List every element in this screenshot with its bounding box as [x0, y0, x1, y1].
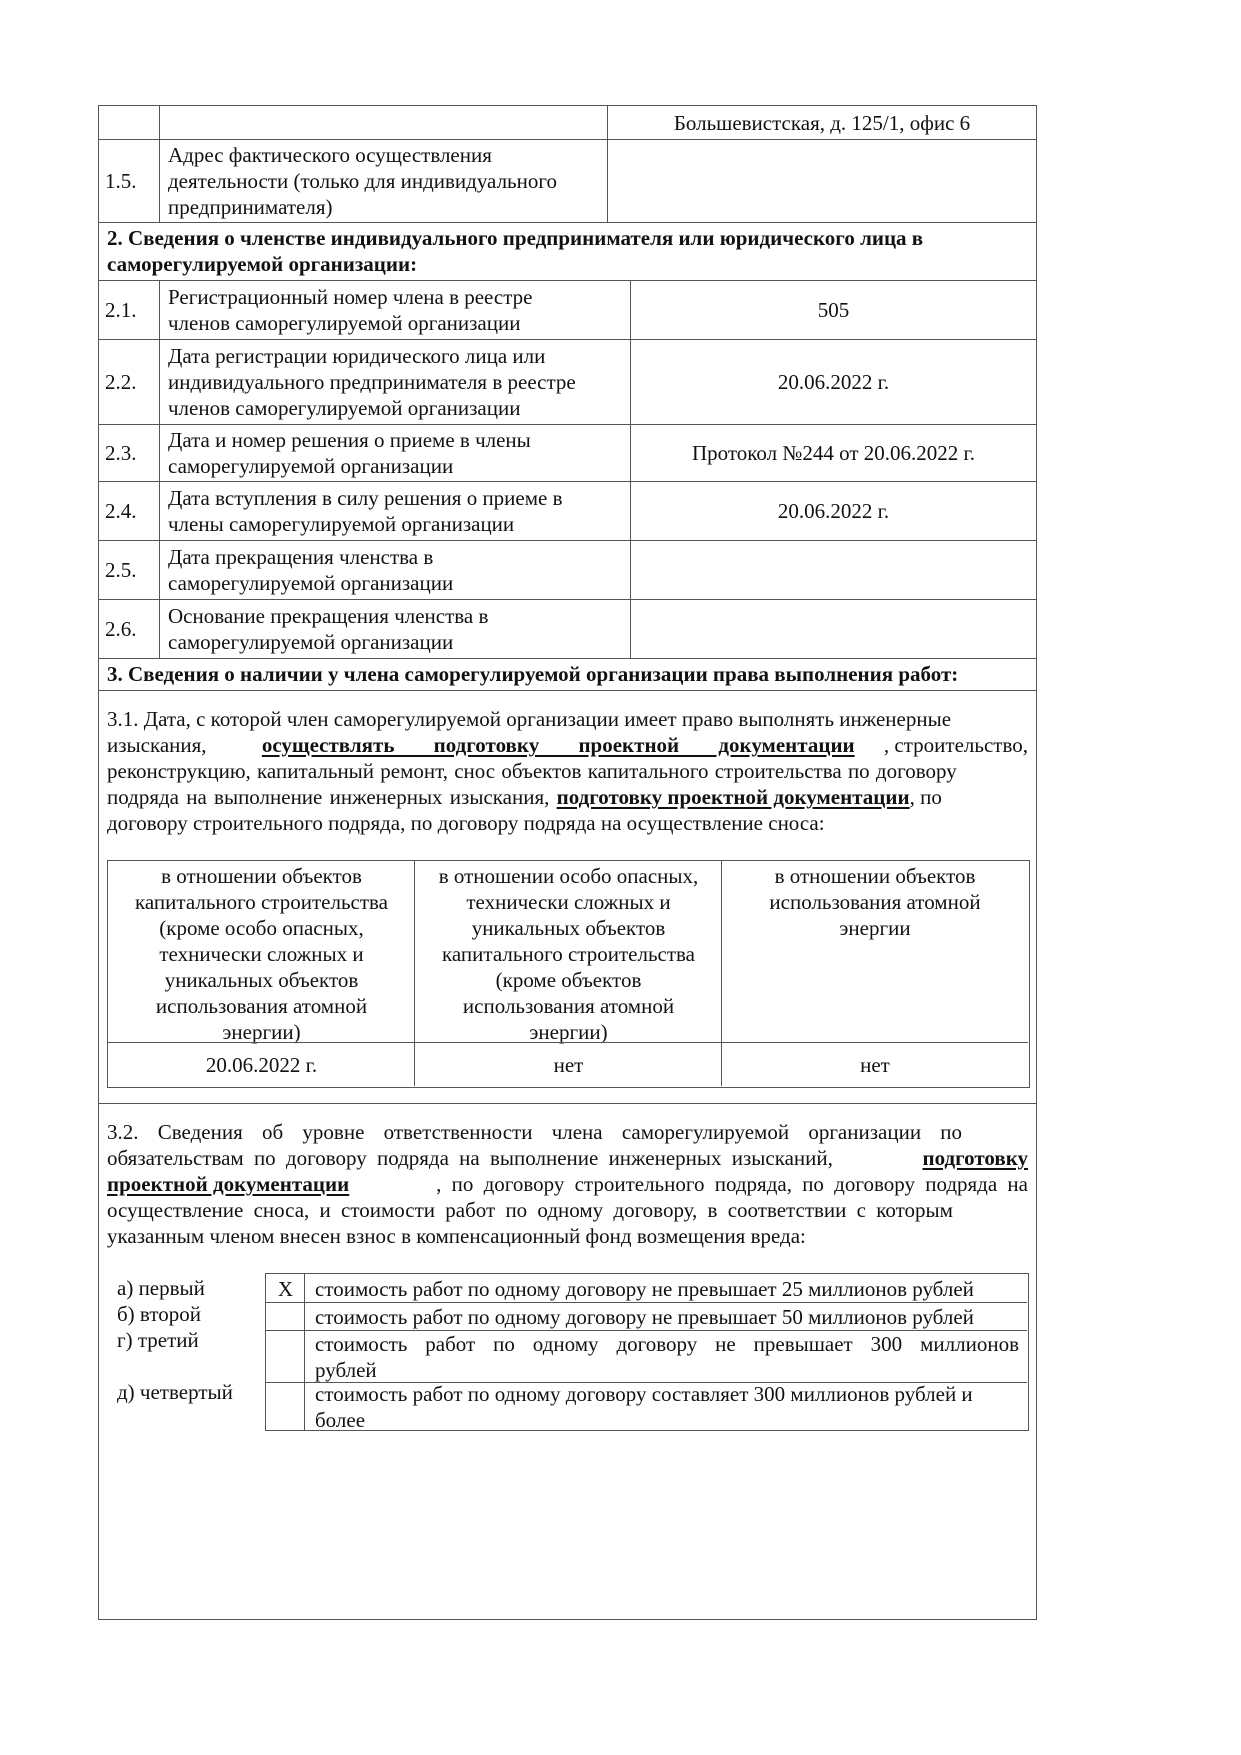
- emphasis-text: осуществлять подготовку проектной документации: [261, 733, 855, 757]
- row-number: 1.5.: [105, 168, 137, 193]
- level-text: стоимость работ по одному договору не превышает 25 миллионов рублей: [315, 1276, 974, 1301]
- row-1-5-label-cell: [159, 139, 608, 223]
- rights-header-2: [414, 861, 722, 1043]
- header-line: (кроме объектов: [495, 968, 642, 992]
- label-line: членов саморегулируемой организации: [168, 395, 521, 420]
- row-2-2-num-cell: [98, 339, 160, 425]
- label-line: членов саморегулируемой организации: [168, 310, 521, 335]
- header-line: уникальных объектов: [164, 968, 359, 992]
- label-line: Дата регистрации юридического лица или: [168, 343, 546, 368]
- row-2-5-num-cell: [98, 540, 160, 600]
- header-line: в отношении особо опасных,: [438, 864, 699, 888]
- address-value-cell: [607, 105, 1037, 140]
- row-2-3-value-cell: [630, 424, 1037, 482]
- header-line: технически сложных и: [466, 890, 671, 914]
- levels-table: [265, 1273, 1029, 1431]
- header-line: использования атомной: [462, 994, 675, 1018]
- heading-line: саморегулируемой организации:: [107, 252, 418, 276]
- level-text: стоимость работ по одному договору составляет 300 миллионов рублей и: [315, 1381, 973, 1406]
- heading-text: 3. Сведения о наличии у члена саморегулируемой организации права выполнения работ:: [107, 662, 959, 686]
- text-span: подряда на выполнение инженерных изыскания,: [107, 785, 557, 809]
- paragraph-3-1: [107, 706, 1028, 836]
- text-span: , по договору строительного подряда, по договору подряда на: [436, 1172, 1028, 1196]
- text-span: обязательствам по договору подряда на выполнение инженерных изысканий,: [107, 1146, 844, 1170]
- header-line: в отношении объектов: [161, 864, 362, 888]
- p32-line: 3.2. Сведения об уровне ответственности члена саморегулируемой организации по: [107, 1120, 963, 1144]
- row-1-5-num-cell: [98, 139, 160, 223]
- rights-value: нет: [860, 1052, 890, 1077]
- rights-date: 20.06.2022 г.: [205, 1052, 318, 1077]
- level-label: д) четвертый: [117, 1380, 233, 1404]
- label-line: предпринимателя): [168, 194, 333, 219]
- row-number: 2.6.: [105, 616, 137, 641]
- level-label: а) первый: [117, 1276, 205, 1300]
- rights-value: нет: [553, 1052, 584, 1077]
- rights-header-1: [108, 861, 415, 1043]
- row-2-3-label-cell: [159, 424, 631, 482]
- row-cont-label-cell: [159, 105, 608, 140]
- heading-line: 2. Сведения о членстве индивидуального предпринимателя или юридического лица в: [107, 226, 924, 250]
- header-line: (кроме особо опасных,: [159, 916, 364, 940]
- rights-header-3: [721, 861, 1028, 1043]
- text-span: изыскания,: [107, 733, 207, 757]
- level-text: рублей: [315, 1358, 377, 1382]
- level-2-checkbox[interactable]: [266, 1302, 305, 1331]
- header-line: энергии): [222, 1020, 301, 1044]
- label-line: деятельности (только для индивидуального: [168, 168, 557, 193]
- row-cont-num-cell: [98, 105, 160, 140]
- effective-date: 20.06.2022 г.: [777, 498, 890, 523]
- header-line: энергии): [529, 1020, 608, 1044]
- rights-value-2: [414, 1042, 722, 1086]
- row-number: 2.5.: [105, 557, 137, 582]
- label-line: Дата вступления в силу решения о приеме в: [168, 485, 563, 510]
- row-2-4-num-cell: [98, 481, 160, 541]
- text-span: , строительство,: [883, 733, 1028, 757]
- emphasis-text: подготовку: [922, 1146, 1028, 1170]
- row-2-5-value-cell: [630, 540, 1037, 600]
- p31-line: реконструкцию, капитальный ремонт, снос объектов капитального строительства по договору: [107, 759, 957, 783]
- header-line: капитального строительства: [442, 942, 695, 966]
- row-number: 2.2.: [105, 369, 137, 394]
- text-span: , по: [909, 785, 942, 809]
- row-2-1-num-cell: [98, 280, 160, 340]
- row-number: 2.1.: [105, 297, 137, 322]
- rights-value-1: [108, 1042, 415, 1086]
- row-number: 2.3.: [105, 440, 137, 465]
- section-3-1-block: [98, 690, 1037, 1104]
- p32-line: [107, 1145, 1028, 1171]
- row-2-6-value-cell: [630, 599, 1037, 659]
- header-line: использования атомной: [155, 994, 368, 1018]
- row-2-6-label-cell: [159, 599, 631, 659]
- text-span: [107, 784, 942, 810]
- row-1-5-value-cell: [607, 139, 1037, 223]
- level-text: стоимость работ по одному договору не превышает 300 миллионов: [315, 1332, 1019, 1356]
- row-2-2-label-cell: [159, 339, 631, 425]
- p31-line: [107, 732, 1028, 758]
- section-2-heading: [98, 222, 1037, 281]
- emphasis-text: подготовку проектной документации: [556, 785, 910, 809]
- level-3-checkbox[interactable]: [266, 1330, 305, 1383]
- level-text: стоимость работ по одному договору не превышает 50 миллионов рублей: [315, 1305, 974, 1329]
- p32-line: осуществление сноса, и стоимости работ по одному договору, в соответствии с которым: [107, 1198, 953, 1222]
- level-label: б) второй: [117, 1302, 201, 1326]
- level-1-checkbox[interactable]: [266, 1274, 305, 1303]
- label-line: Дата прекращения членства в: [168, 544, 434, 569]
- label-line: саморегулируемой организации: [168, 453, 454, 478]
- label-line: Основание прекращения членства в: [168, 603, 489, 628]
- header-line: использования атомной: [769, 890, 981, 914]
- emphasis-text: проектной документации: [107, 1172, 350, 1196]
- label-line: саморегулируемой организации: [168, 629, 454, 654]
- level-1-text: [304, 1274, 1027, 1303]
- level-4-checkbox[interactable]: [266, 1382, 305, 1430]
- label-line: Адрес фактического осуществления: [168, 142, 492, 167]
- section-3-2-block: [98, 1103, 1037, 1620]
- row-2-1-value-cell: [630, 280, 1037, 340]
- p32-line: указанным членом внесен взнос в компенсационный фонд возмещения вреда:: [107, 1224, 806, 1248]
- row-2-1-label-cell: [159, 280, 631, 340]
- p32-line: [107, 1171, 1028, 1197]
- label-line: члены саморегулируемой организации: [168, 511, 515, 536]
- header-line: капитального строительства: [135, 890, 388, 914]
- level-labels: [117, 1275, 277, 1431]
- row-2-6-num-cell: [98, 599, 160, 659]
- level-4-text: [304, 1382, 1027, 1430]
- label-line: индивидуального предпринимателя в реестре: [168, 369, 576, 394]
- rights-value-3: [721, 1042, 1028, 1086]
- p31-line: 3.1. Дата, с которой член саморегулируемой организации имеет право выполнять инженерные: [107, 707, 952, 731]
- header-line: в отношении объектов: [774, 864, 976, 888]
- label-line: Регистрационный номер члена в реестре: [168, 284, 533, 309]
- row-2-4-value-cell: [630, 481, 1037, 541]
- registration-date: 20.06.2022 г.: [777, 369, 890, 394]
- address-value: Большевистская, д. 125/1, офис 6: [673, 110, 971, 135]
- registration-number: 505: [817, 297, 850, 322]
- row-number: 2.4.: [105, 498, 137, 523]
- header-line: технически сложных и: [159, 942, 364, 966]
- p31-line: [107, 784, 1028, 810]
- decision-protocol: Протокол №244 от 20.06.2022 г.: [691, 440, 976, 465]
- p31-line: договору строительного подряда, по договору подряда на осуществление сноса:: [107, 811, 825, 835]
- rights-table: [107, 860, 1030, 1088]
- row-2-5-label-cell: [159, 540, 631, 600]
- level-3-text: [304, 1330, 1027, 1383]
- level-text: более: [315, 1407, 366, 1432]
- header-line: энергии: [839, 916, 911, 940]
- paragraph-3-2: [107, 1119, 1028, 1249]
- level-2-text: [304, 1302, 1027, 1331]
- row-2-2-value-cell: [630, 339, 1037, 425]
- label-line: саморегулируемой организации: [168, 570, 454, 595]
- row-2-4-label-cell: [159, 481, 631, 541]
- row-2-3-num-cell: [98, 424, 160, 482]
- label-line: Дата и номер решения о приеме в члены: [168, 427, 531, 452]
- checked-mark: X: [277, 1276, 294, 1301]
- header-line: уникальных объектов: [471, 916, 666, 940]
- level-label: г) третий: [117, 1328, 199, 1352]
- section-3-heading: [98, 658, 1037, 691]
